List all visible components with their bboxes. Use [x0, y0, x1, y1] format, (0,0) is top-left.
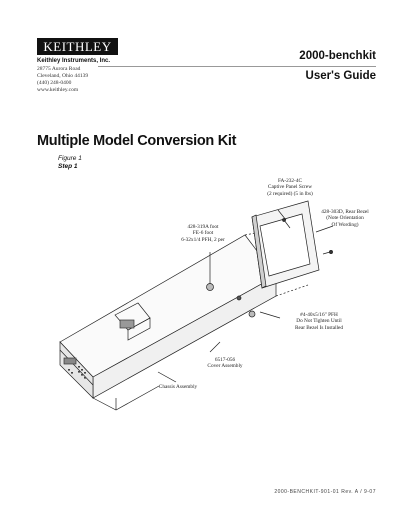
callout-line: (Note Orientation [326, 215, 364, 222]
callout-line: (2 required) (5 in lbs) [267, 190, 313, 197]
callout-line: 428-303D, Rear Bezel [321, 209, 369, 215]
address-line: Cleveland, Ohio 44139 [37, 73, 89, 79]
callout-line: Rear Bezel Is Installed [294, 324, 344, 331]
foot [207, 284, 214, 291]
address-line: (440) 248-0400 [37, 80, 72, 86]
callout-foot [168, 224, 238, 243]
keithley-logo: KEITHLEY [37, 38, 118, 55]
callout-line: Chassis Assembly [158, 384, 198, 390]
callout-line: #4-40x5/16" PFH [300, 312, 338, 318]
callout-pfh-screw [278, 312, 360, 331]
pfh-screw [237, 296, 241, 300]
captive-screw [323, 252, 330, 254]
callout-line: 6-32x1/4 PFH, 2 per [181, 236, 225, 243]
callout-line: 6517-056 [214, 357, 236, 363]
callout-captive-screw [250, 178, 330, 197]
company-name: Keithley Instruments, Inc. [37, 58, 111, 64]
page-title: Multiple Model Conversion Kit [37, 133, 237, 149]
callout-line: FA-232-4C [277, 178, 303, 184]
front-display [64, 358, 76, 364]
company-address [37, 66, 88, 94]
callout-cover-assembly [195, 357, 255, 370]
address-line: www.keithley.com [37, 87, 79, 93]
document-footer: 2000-BENCHKIT-901-01 Rev. A / 9-07 [274, 489, 376, 495]
step-label: Step 1 [58, 163, 78, 170]
document-title: User's Guide [305, 70, 376, 82]
foot [249, 311, 255, 317]
callout-chassis-assembly [148, 384, 208, 390]
callout-line: Do Not Tighten Until [296, 318, 342, 325]
callout-line: Cover Assembly [207, 363, 243, 370]
callout-line: Captive Panel Screw [267, 184, 313, 191]
callout-rear-bezel [309, 209, 381, 228]
address-line: 28775 Aurora Road [37, 66, 81, 72]
product-name: 2000-benchkit [299, 50, 376, 62]
callout-line: FE-6 foot [192, 230, 214, 237]
header-rule [98, 66, 376, 67]
callout-line: 428-319A foot [187, 224, 219, 230]
callout-line: Of Wording) [331, 221, 359, 228]
figure-label: Figure 1 [58, 155, 82, 162]
